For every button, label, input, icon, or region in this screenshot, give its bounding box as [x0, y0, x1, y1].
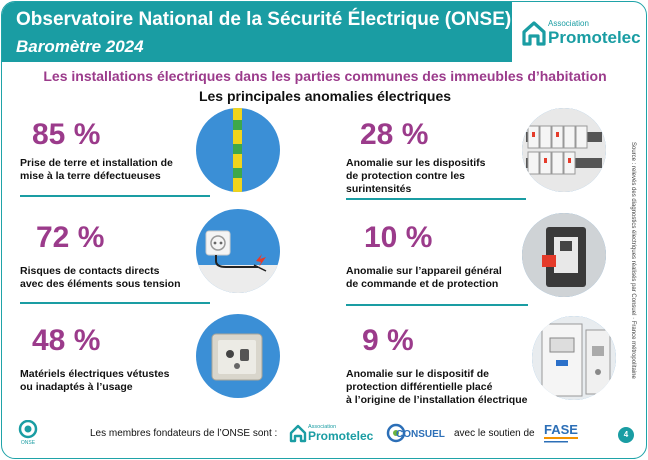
- section-title: Les principales anomalies électriques: [198, 88, 452, 104]
- stat-value-overcurrent: 28 %: [360, 118, 429, 151]
- onse-logo: [16, 420, 40, 446]
- main-switch-icon: [522, 213, 606, 297]
- stat-desc-differential: Anomalie sur le dispositif de protection différentielle placé à l’origine de l’installation électrique: [346, 368, 528, 406]
- onse-logo-icon: [16, 420, 40, 446]
- stat-desc-contacts: Risques de contacts directs avec des éléments sous tension: [20, 265, 181, 290]
- header-banner: [2, 2, 512, 62]
- socket-spark-icon: [196, 209, 280, 293]
- svg-text:ONSE: ONSE: [20, 440, 36, 446]
- earth-wire-icon: [196, 108, 280, 192]
- footer-promotelec-logo: [288, 420, 384, 444]
- svg-text:Association: Association: [308, 424, 337, 430]
- stat-desc-earthing: Prise de terre et installation de mise à la terre défectueuses: [20, 157, 173, 182]
- stat-value-earthing: 85 %: [32, 118, 101, 151]
- divider: [346, 304, 528, 306]
- divider: [346, 198, 526, 200]
- svg-text:FASE: FASE: [544, 422, 578, 437]
- fase-logo: [542, 420, 582, 446]
- svg-text:CONSUEL: CONSUEL: [396, 429, 445, 440]
- source-note: Source : relevés des diagnostics électriques réalisés par Consuel · France métropolitaine: [630, 142, 636, 379]
- stat-value-contacts: 72 %: [36, 221, 105, 254]
- consuel-logo-icon: [386, 422, 450, 444]
- consuel-logo: [386, 422, 450, 444]
- page-title: Observatoire National de la Sécurité Électrique (ONSE): [16, 9, 512, 30]
- house-logo-icon: [288, 420, 384, 444]
- svg-text:Promotelec: Promotelec: [308, 429, 374, 443]
- circuit-breakers-icon: [522, 108, 606, 192]
- page-subtitle: Les installations électriques dans les parties communes des immeubles d’habitation: [43, 68, 607, 84]
- differential-breaker-icon: [532, 316, 616, 400]
- divider: [20, 302, 210, 304]
- page-number: 4: [618, 427, 634, 443]
- logo-kicker: Association: [548, 19, 589, 28]
- footer-support-text: avec le soutien de: [454, 428, 535, 439]
- logo-name: Promotelec: [548, 28, 641, 47]
- stat-desc-overcurrent: Anomalie sur les dispositifs de protection contre les surintensités: [346, 157, 486, 195]
- stat-value-obsolete: 48 %: [32, 324, 101, 357]
- divider: [20, 195, 210, 197]
- old-switch-icon: [196, 314, 280, 398]
- house-logo-icon: [518, 12, 642, 52]
- stat-value-differential: 9 %: [362, 324, 414, 357]
- promotelec-logo: [518, 12, 642, 52]
- stat-desc-obsolete: Matériels électriques vétustes ou inadaptés à l’usage: [20, 368, 170, 393]
- slide-frame: [1, 1, 647, 459]
- footer-members-text: Les membres fondateurs de l’ONSE sont :: [90, 428, 278, 439]
- fase-logo-icon: [542, 420, 582, 446]
- stat-desc-main-switch: Anomalie sur l’appareil général de commande et de protection: [346, 265, 502, 290]
- stat-value-main-switch: 10 %: [364, 221, 433, 254]
- barometer-year: Baromètre 2024: [16, 37, 144, 56]
